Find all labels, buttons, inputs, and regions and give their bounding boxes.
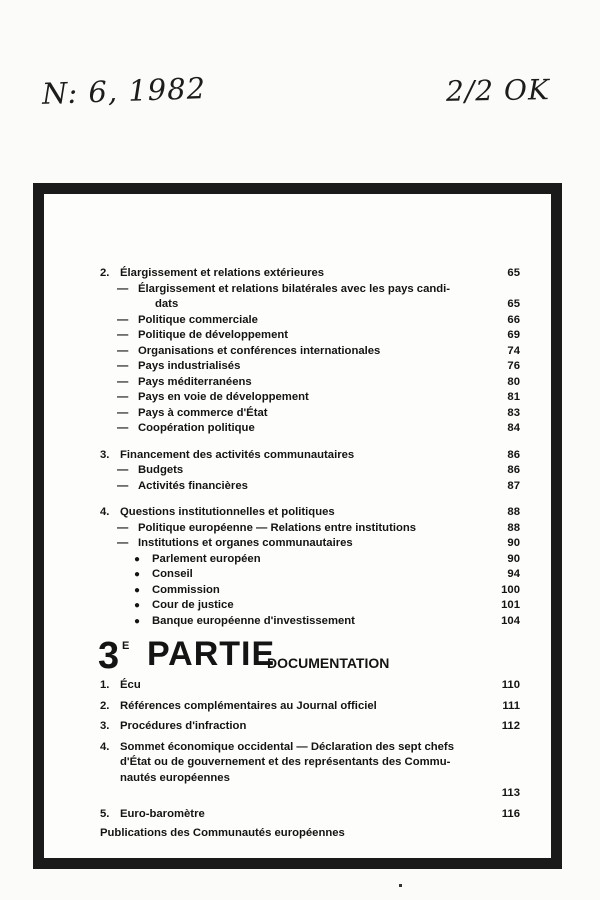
- toc-bullet-entry: ● Cour de justice 101: [134, 599, 520, 611]
- toc-bullet-entry: ● Banque européenne d'investissement 104: [134, 614, 520, 627]
- part-word: PARTIE: [147, 635, 276, 673]
- toc-entry: — Pays industrialisés 76: [117, 360, 520, 372]
- publications-footer: Publications des Communautés européennes: [100, 827, 345, 839]
- part-number-suffix: E: [122, 640, 130, 652]
- toc-entry: — Pays en voie de développement 81: [117, 391, 520, 403]
- handwritten-reference: N: 6, 1982: [41, 71, 207, 111]
- part-subtitle: DOCUMENTATION: [267, 655, 390, 671]
- toc-entry: — Politique commerciale 66: [117, 313, 520, 326]
- handwritten-check: 2/2 OK: [445, 73, 551, 108]
- toc-entry: — Élargissement et relations bilatérales avec les pays candi- dats 65: [117, 282, 520, 310]
- toc-entry: — Pays à commerce d'État 83: [117, 406, 520, 419]
- toc-entry: — Activités financières 87: [117, 479, 520, 492]
- contents-frame: [33, 183, 562, 869]
- doc-entry: 4. Sommet économique occidental — Déclaration des sept chefs d'État ou de gouvernement et des représentants des Commu- nautés européennes 113: [100, 740, 520, 799]
- part-heading: [100, 635, 520, 675]
- doc-entry: 5. Euro-baromètre 116: [100, 807, 520, 820]
- section-3-heading: 3. Financement des activités communautaires 86: [100, 448, 520, 461]
- toc-bullet-entry: ● Commission 100: [134, 583, 520, 596]
- toc-bullet-entry: ● Parlement européen 90: [134, 552, 520, 565]
- doc-entry: 1. Écu 110: [100, 679, 520, 691]
- toc-entry: — Politique européenne — Relations entre institutions 88: [117, 521, 520, 534]
- toc-entry: — Pays méditerranéens 80: [117, 375, 520, 388]
- toc-entry: — Organisations et conférences internationales 74: [117, 344, 520, 357]
- section-2-heading: 2. Élargissement et relations extérieures 65: [100, 267, 520, 279]
- toc-entry: — Budgets 86: [117, 464, 520, 476]
- section-4-heading: 4. Questions institutionnelles et politiques 88: [100, 506, 520, 518]
- doc-entry: 3. Procédures d'infraction 112: [100, 720, 520, 732]
- toc-bullet-entry: ● Conseil 94: [134, 568, 520, 580]
- part-number: 3: [98, 635, 120, 677]
- doc-entry: 2. Références complémentaires au Journal officiel 111: [100, 699, 520, 712]
- print-speck: [399, 884, 402, 887]
- toc-entry: — Coopération politique 84: [117, 422, 520, 434]
- table-of-contents: [100, 266, 520, 839]
- toc-entry: — Politique de développement 69: [117, 329, 520, 341]
- toc-entry: — Institutions et organes communautaires 90: [117, 537, 520, 549]
